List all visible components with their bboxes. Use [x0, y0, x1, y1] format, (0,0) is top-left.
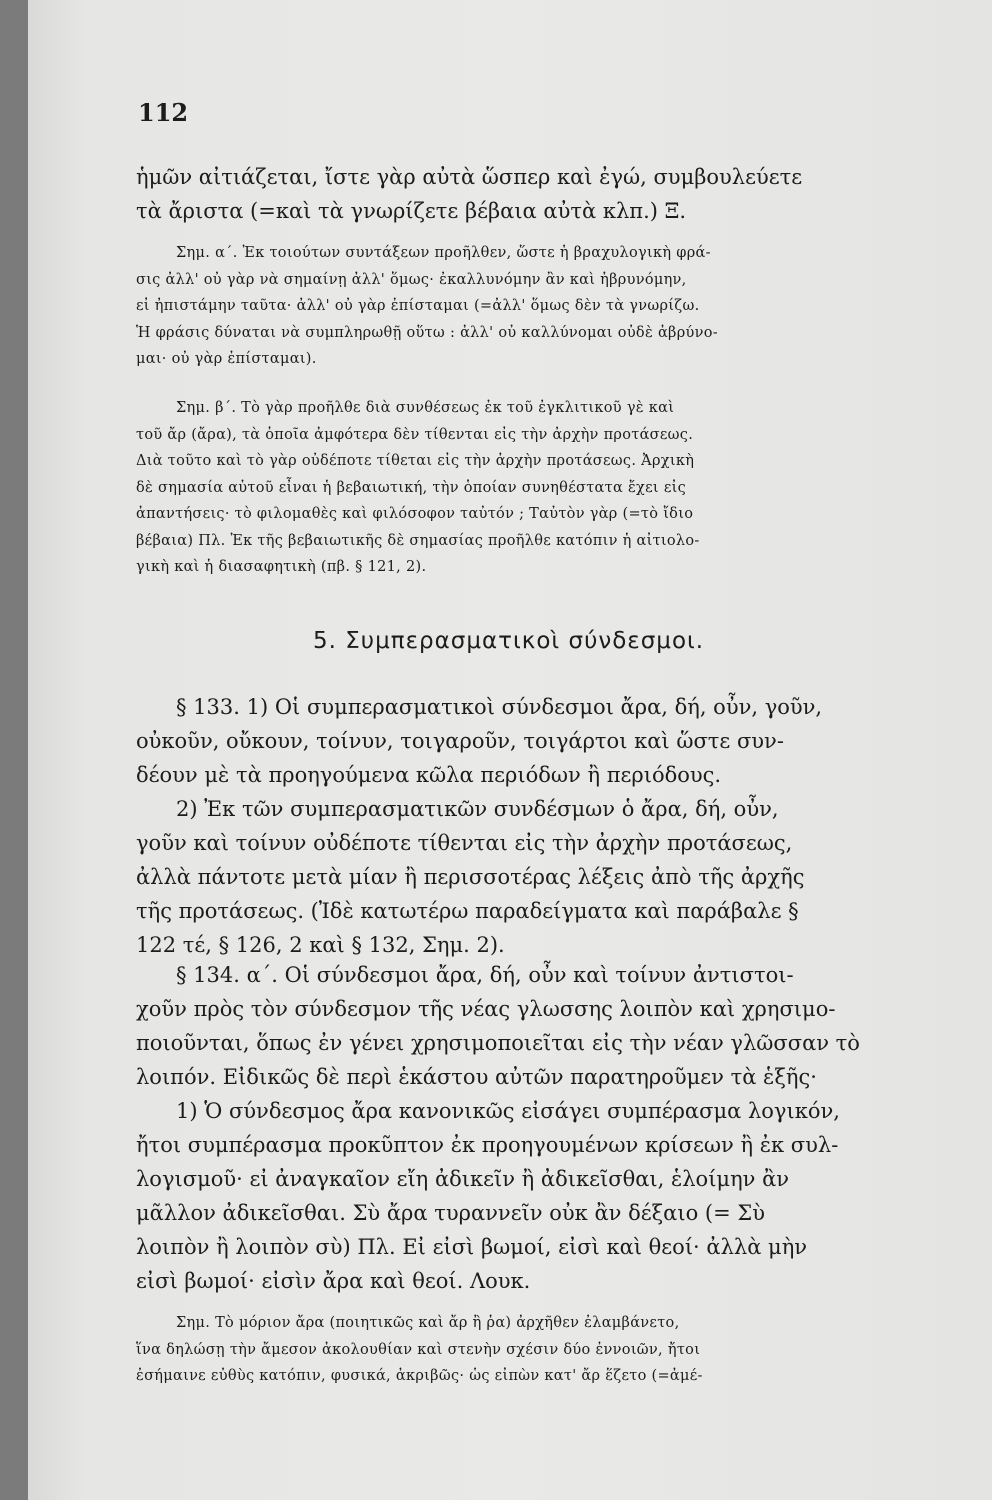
text-line: γοῦν καὶ τοίνυν οὐδέποτε τίθενται εἰς τὴν ἀρχὴν προτάσεως, — [136, 831, 793, 855]
text-line: ἵνα δηλώσῃ τὴν ἄμεσον ἀκολουθίαν καὶ στενὴν σχέσιν δύο ἐννοιῶν, ἤτοι — [136, 1341, 701, 1358]
text-line: 2) Ἐκ τῶν συμπερασματικῶν συνδέσμων ὁ ἄρα, δή, οὖν, — [176, 797, 779, 821]
text-line: 1) Ὁ σύνδεσμος ἄρα κανονικῶς εἰσάγει συμπέρασμα λογικόν, — [176, 1099, 840, 1123]
text-line: Σημ. Τὸ μόριον ἄρα (ποιητικῶς καὶ ἄρ ἢ ῥα) ἀρχῆθεν ἐλαμβάνετο, — [176, 1315, 680, 1331]
text-line: εἰ ἠπιστάμην ταῦτα· ἀλλ' οὐ γὰρ ἐπίσταμαι (=ἀλλ' ὅμως δὲν τὰ γνωρίζω. — [136, 298, 700, 314]
text-line: Ἡ φράσις δύναται νὰ συμπληρωθῇ οὕτω : ἀλλ' οὐ καλλύνομαι οὐδὲ ἁβρύνο- — [136, 324, 719, 341]
text-line: σις ἀλλ' οὐ γὰρ νὰ σημαίνῃ ἀλλ' ὅμως· ἐκαλλυνόμην ἂν καὶ ἡβρυνόμην, — [136, 271, 687, 288]
text-line: ἡμῶν αἰτιάζεται, ἴστε γὰρ αὐτὰ ὥσπερ καὶ ἐγώ, συμβουλεύετε — [136, 165, 803, 189]
text-line: δὲ σημασία αὐτοῦ εἶναι ἡ βεβαιωτική, τὴν ὁποίαν συνηθέστατα ἔχει εἰς — [136, 479, 687, 496]
text-line: εἰσὶ βωμοί· εἰσὶν ἄρα καὶ θεοί. Λουκ. — [136, 1269, 531, 1293]
note-a — [136, 240, 936, 373]
text-line: τὰ ἄριστα (=καὶ τὰ γνωρίζετε βέβαια αὐτὰ κλπ.) Ξ. — [136, 199, 687, 223]
text-line: ἀπαντήσεις· τὸ φιλομαθὲς καὶ φιλόσοφον ταὐτόν ; Ταὐτὸν γὰρ (=τὸ ἴδιο — [136, 506, 694, 522]
text-line: ἤτοι συμπέρασμα προκῦπτον ἐκ προηγουμένων κρίσεων ἢ ἐκ συλ- — [136, 1133, 839, 1157]
text-line: ἀλλὰ πάντοτε μετὰ μίαν ἢ περισσοτέρας λέξεις ἀπὸ τῆς ἀρχῆς — [136, 865, 805, 889]
paragraph-top — [136, 160, 936, 228]
text-line: μᾶλλον ἀδικεῖσθαι. Σὺ ἄρα τυραννεῖν οὐκ ἂν δέξαιο (= Σὺ — [136, 1201, 765, 1225]
text-line: λοιπὸν ἢ λοιπὸν σὺ) Πλ. Εἰ εἰσὶ βωμοί, εἰσὶ καὶ θεοί· ἀλλὰ μὴν — [136, 1235, 808, 1259]
text-line: τῆς προτάσεως. (Ἰδὲ κατωτέρω παραδείγματα καὶ παράβαλε § — [136, 899, 799, 923]
note-b — [136, 395, 936, 581]
text-line: Διὰ τοῦτο καὶ τὸ γὰρ οὐδέποτε τίθεται εἰς τὴν ἀρχὴν προτάσεως. Ἀρχικὴ — [136, 453, 695, 469]
text-line: γικὴ καὶ ἡ διασαφητικὴ (πβ. § 121, 2). — [136, 559, 427, 575]
section-133 — [136, 690, 936, 962]
note-last — [136, 1310, 936, 1390]
text-line: μαι· οὐ γὰρ ἐπίσταμαι). — [136, 351, 317, 367]
text-line: λοιπόν. Εἰδικῶς δὲ περὶ ἑκάστου αὐτῶν παρατηροῦμεν τὰ ἑξῆς· — [136, 1065, 817, 1089]
text-line: § 134. α΄. Οἱ σύνδεσμοι ἄρα, δή, οὖν καὶ τοίνυν ἀντιστοι- — [176, 963, 794, 987]
text-line: λογισμοῦ· εἰ ἀναγκαῖον εἴη ἀδικεῖν ἢ ἀδικεῖσθαι, ἑλοίμην ἂν — [136, 1167, 790, 1191]
page-number: 112 — [138, 98, 189, 127]
section-heading: 5. Συμπερασματικοὶ σύνδεσμοι. — [313, 628, 705, 654]
text-line: Σημ. β΄. Τὸ γὰρ προῆλθε διὰ συνθέσεως ἐκ τοῦ ἐγκλιτικοῦ γὲ καὶ — [176, 400, 675, 416]
text-line: 122 τέ, § 126, 2 καὶ § 132, Σημ. 2). — [136, 933, 505, 957]
text-line: ἐσήμαινε εὐθὺς κατόπιν, φυσικά, ἀκριβῶς· ὡς εἰπὼν κατ' ἄρ ἕζετο (=ἀμέ- — [136, 1368, 703, 1384]
book-page — [28, 0, 992, 1500]
section-134 — [136, 958, 936, 1298]
text-line: Σημ. α΄. Ἐκ τοιούτων συντάξεων προῆλθεν, ὥστε ἡ βραχυλογικὴ φρά- — [176, 245, 711, 261]
text-line: χοῦν πρὸς τὸν σύνδεσμον τῆς νέας γλωσσης λοιπὸν καὶ χρησιμο- — [136, 997, 836, 1021]
text-line: ποιοῦνται, ὅπως ἐν γένει χρησιμοποιεῖται εἰς τὴν νέαν γλῶσσαν τὸ — [136, 1031, 860, 1055]
text-line: τοῦ ἄρ (ἄρα), τὰ ὁποῖα ἀμφότερα δὲν τίθενται εἰς τὴν ἀρχὴν προτάσεως. — [136, 426, 694, 443]
text-line: βέβαια) Πλ. Ἐκ τῆς βεβαιωτικῆς δὲ σημασίας προῆλθε κατόπιν ἡ αἰτιολο- — [136, 532, 700, 549]
text-line: δέουν μὲ τὰ προηγούμενα κῶλα περιόδων ἢ περιόδους. — [136, 763, 722, 787]
text-line: § 133. 1) Οἱ συμπερασματικοὶ σύνδεσμοι ἄρα, δή, οὖν, γοῦν, — [176, 695, 823, 719]
text-line: οὐκοῦν, οὔκουν, τοίνυν, τοιγαροῦν, τοιγάρτοι καὶ ὥστε συν- — [136, 729, 784, 753]
